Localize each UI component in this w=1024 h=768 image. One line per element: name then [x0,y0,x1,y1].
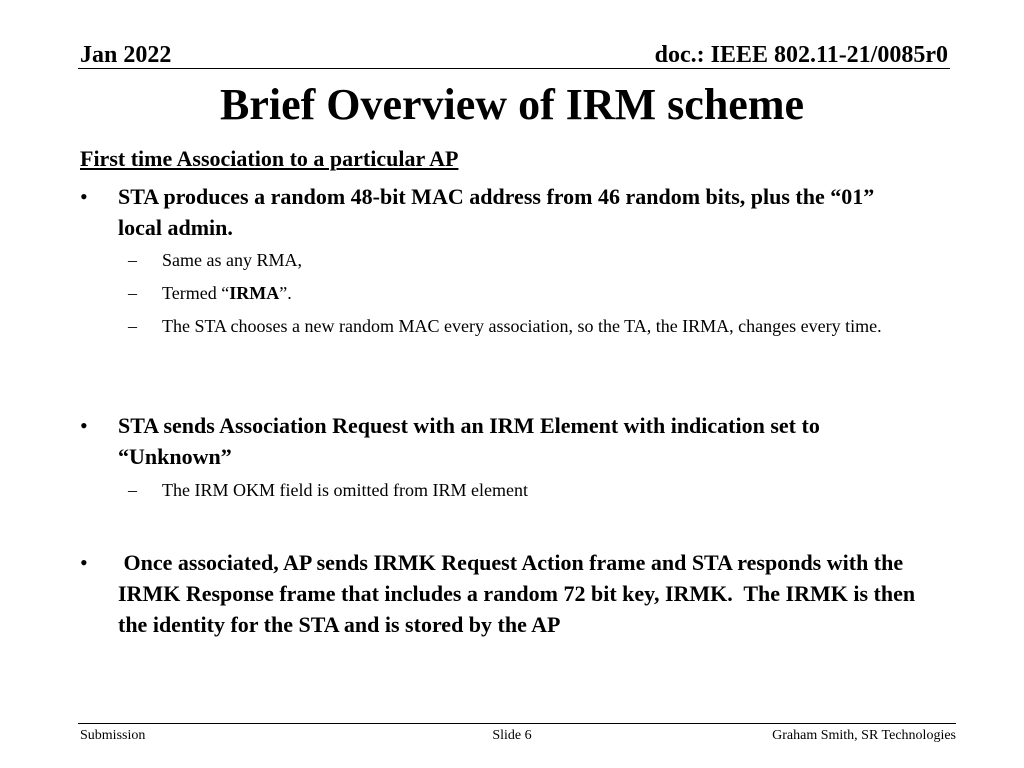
section-subheading: First time Association to a particular AP [80,146,459,171]
sub-bullet-marker: – [128,316,137,336]
bullet-text: STA produces a random 48-bit MAC address from 46 random bits, plus the “01” local admin. [118,184,875,240]
sub-bullet-text: The STA chooses a new random MAC every association, so the TA, the IRMA, changes every time. [162,316,882,336]
sub-bullet-item [128,280,908,307]
bullet-text: STA sends Association Request with an IRM Element with indication set to “Unknown” [118,413,820,469]
irma-term: IRMA [229,283,280,303]
bullet-item [80,410,920,472]
header-divider [78,68,950,69]
sub-bullet-suffix: ”. [279,283,292,303]
sub-bullet-text [162,280,908,307]
bullet-item [80,181,920,243]
slide-title: Brief Overview of IRM scheme [219,80,804,129]
sub-bullet-item [128,477,908,504]
footer-divider [78,723,956,724]
footer-submission: Submission [80,728,146,743]
bullet-marker: • [80,413,88,438]
sub-bullet-marker: – [128,480,137,500]
sub-bullet-marker: – [128,250,137,270]
sub-bullet-prefix: Termed “ [162,283,230,303]
sub-bullet-item [128,247,908,274]
sub-bullet-item [128,313,908,340]
sub-bullet-text: The IRM OKM field is omitted from IRM element [162,480,528,500]
bullet-text: Once associated, AP sends IRMK Request Action frame and STA responds with the IRMK Response frame that includes a random 72 bit key, IRMK. The IRMK is then the identity for the STA and is stored by the AP [118,550,921,637]
footer-slide-number: Slide 6 [492,728,532,743]
sub-bullet-marker: – [128,283,137,303]
bullet-marker: • [80,550,88,575]
footer-author: Graham Smith, SR Technologies [772,728,956,743]
header-date: Jan 2022 [80,42,172,68]
bullet-marker: • [80,184,88,209]
bullet-item [80,547,920,640]
sub-bullet-text: Same as any RMA, [162,250,302,270]
header-doc-id: doc.: IEEE 802.11-21/0085r0 [654,42,948,68]
